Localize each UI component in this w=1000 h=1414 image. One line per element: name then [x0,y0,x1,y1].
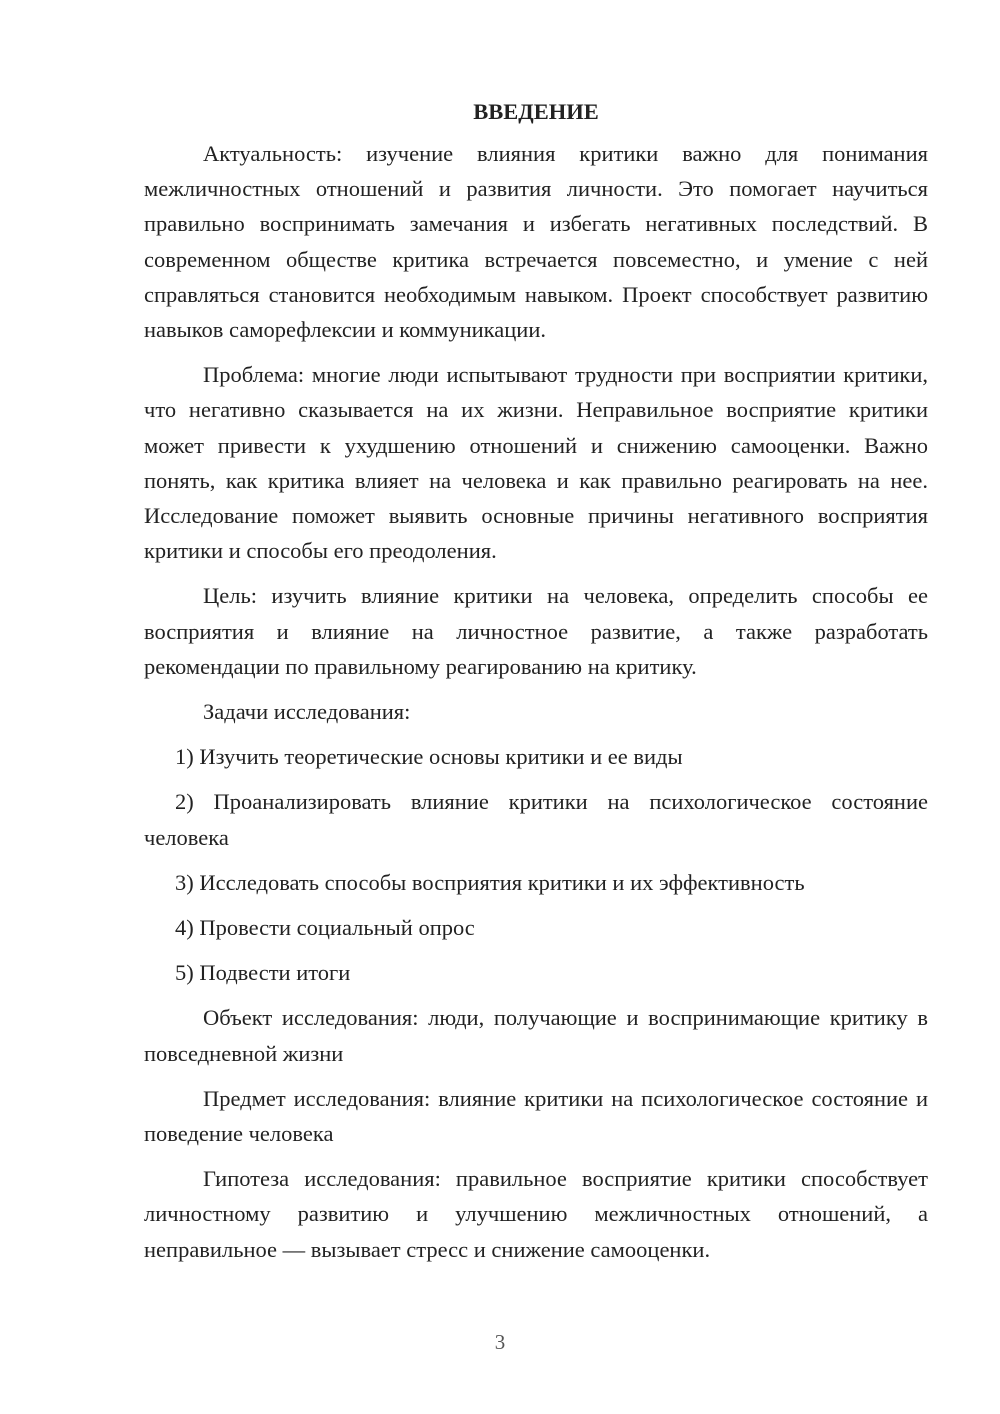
paragraph-hypothesis: Гипотеза исследования: правильное восприятие критики способствует личностному развитию и улучшению межличностных отношений, а неправильное — вызывает стресс и снижение самооценки. [144,1166,928,1262]
task-item-2: 2) Проанализировать влияние критики на психологическое состояние человека [144,789,928,850]
paragraph-object: Объект исследования: люди, получающие и воспринимающие критику в повседневной жизни [144,1005,928,1066]
paragraph-problem: Проблема: многие люди испытывают трудности при восприятии критики, что негативно сказывается на их жизни. Неправильное восприятие критики может привести к ухудшению отношений и снижению самооценки. Важно понять, как критика влияет на человека и как правильно реагировать на нее. Исследование поможет выявить основные причины негативного восприятия критики и способы его преодоления. [144,362,928,564]
page-number: 3 [494,1330,506,1354]
page-title: ВВЕДЕНИЕ [473,99,599,124]
paragraph-goal: Цель: изучить влияние критики на человека, определить способы ее восприятия и влияние на личностное развитие, а также разработать рекомендации по правильному реагированию на критику. [144,583,928,679]
task-item-1: 1) Изучить теоретические основы критики и ее виды [175,744,683,770]
paragraph-subject: Предмет исследования: влияние критики на психологическое состояние и поведение человека [144,1085,928,1147]
page-content [144,94,928,1277]
paragraph-relevance: Актуальность: изучение влияния критики важно для понимания межличностных отношений и развития личности. Это помогает научиться правильно воспринимать замечания и избегать негативных последствий. В современном обществе критика встречается повсеместно, и умение с ней справляться становится необходимым навыком. Проект способствует развитию навыков саморефлексии и коммуникации. [144,141,928,343]
tasks-heading: Задачи исследования: [203,699,411,725]
task-item-5: 5) Подвести итоги [175,960,351,986]
task-item-3: 3) Исследовать способы восприятия критики и их эффективность [175,869,805,895]
task-item-4: 4) Провести социальный опрос [175,915,475,941]
